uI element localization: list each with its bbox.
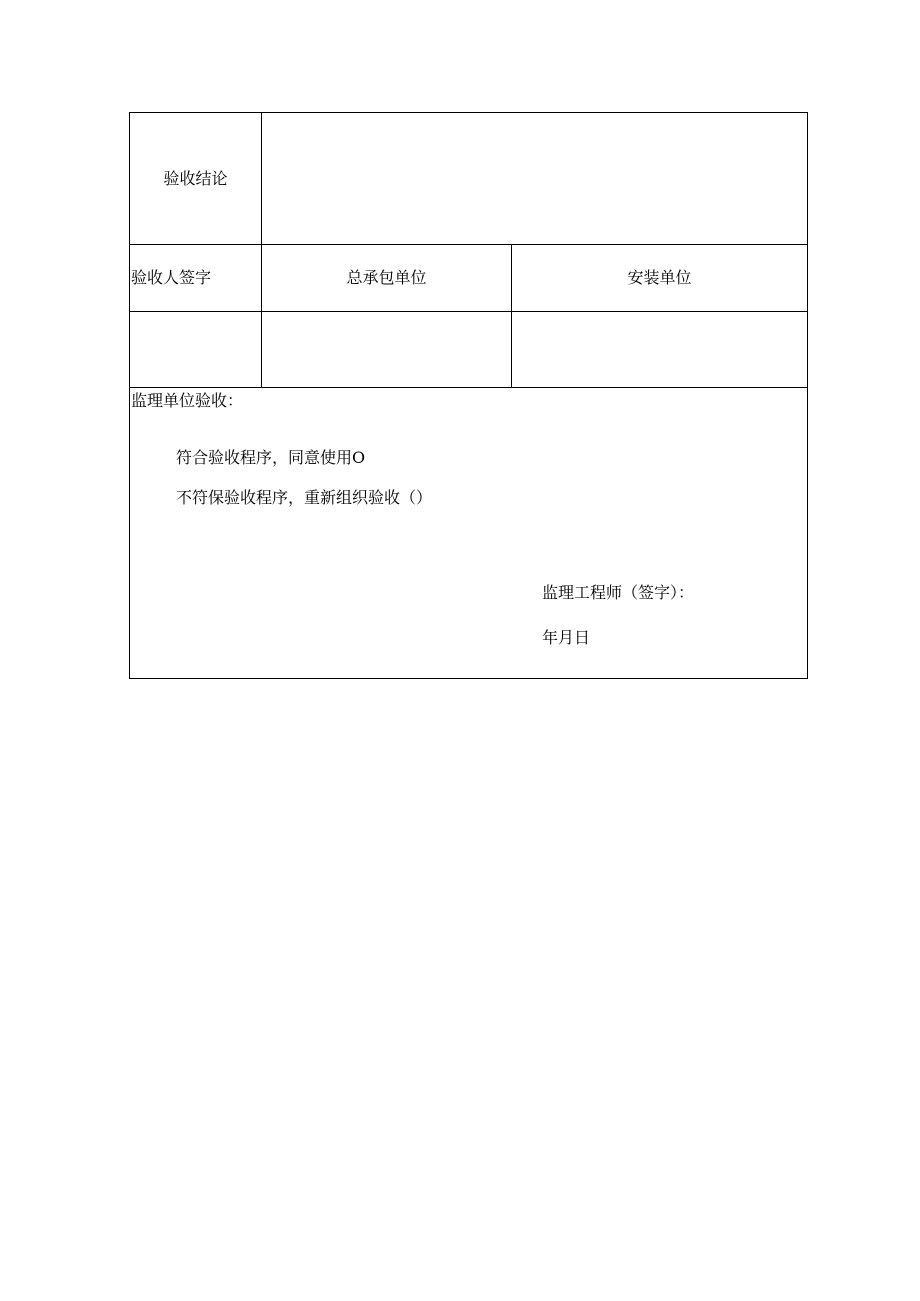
conclusion-cell[interactable] (262, 113, 807, 244)
supervision-heading: 监理单位验收： (131, 391, 244, 410)
signature-cell-installation-unit[interactable] (512, 312, 807, 387)
installation-unit-label: 安装单位 (627, 268, 692, 287)
acceptance-form (129, 112, 808, 679)
signature-cell-general-contractor[interactable] (262, 312, 511, 387)
date-label: 年月日 (542, 628, 591, 647)
option-reject: 不符保验收程序，重新组织验收（） (176, 488, 433, 507)
signature-label: 验收人签字 (131, 268, 212, 287)
option-accept: 符合验收程序，同意使用O (176, 448, 366, 467)
engineer-signature-label: 监理工程师（签字）： (542, 583, 695, 602)
general-contractor-label: 总承包单位 (346, 268, 427, 287)
row-divider-3 (130, 387, 807, 388)
row-divider-1 (130, 244, 807, 245)
signature-cell-inspector[interactable] (130, 312, 261, 387)
conclusion-label: 验收结论 (163, 169, 228, 188)
